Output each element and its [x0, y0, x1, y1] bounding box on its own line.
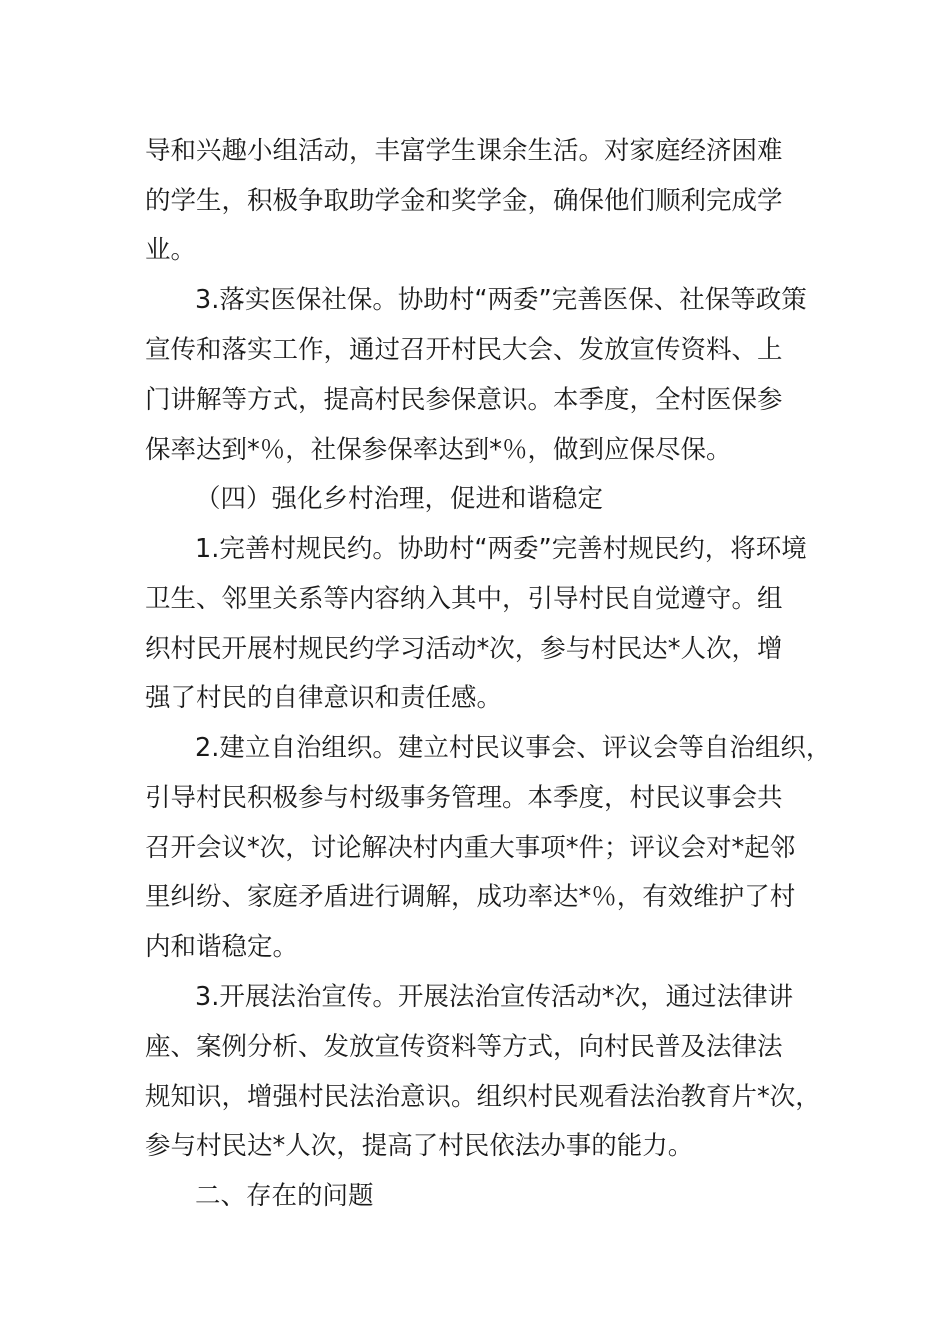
text-line: 导和兴趣小组活动，丰富学生课余生活。对家庭经济困难 [145, 136, 783, 166]
text-line: 座、案例分析、发放宣传资料等方式，向村民普及法律法 [145, 1032, 783, 1062]
text-line: 参与村民达*人次，提高了村民依法办事的能力。 [145, 1131, 694, 1161]
text-line: 保率达到*％，社保参保率达到*％，做到应保尽保。 [145, 435, 732, 465]
text-line: 里纠纷、家庭矛盾进行调解，成功率达*％，有效维护了村 [145, 882, 796, 912]
paragraph-start-line: 3.落实医保社保。协助村“两委”完善医保、社保等政策 [195, 285, 807, 315]
text-line: 的学生，积极争取助学金和奖学金，确保他们顺利完成学 [145, 186, 783, 216]
text-line: 内和谐稳定。 [145, 932, 299, 962]
text-line: 织村民开展村规民约学习活动*次，参与村民达*人次，增 [145, 634, 783, 664]
text-line: 门讲解等方式，提高村民参保意识。本季度，全村医保参 [145, 385, 783, 415]
paragraph-start-line: 1.完善村规民约。协助村“两委”完善村规民约，将环境 [195, 534, 807, 564]
section-heading: 二、存在的问题 [195, 1181, 374, 1211]
paragraph-start-line: 2.建立自治组织。建立村民议事会、评议会等自治组织， [195, 733, 832, 763]
text-line: 宣传和落实工作，通过召开村民大会、发放宣传资料、上 [145, 335, 783, 365]
text-line: 召开会议*次，讨论解决村内重大事项*件；评议会对*起邻 [145, 833, 796, 863]
text-line: 业。 [145, 235, 197, 265]
text-line: 卫生、邻里关系等内容纳入其中，引导村民自觉遵守。组 [145, 584, 783, 614]
text-line: 规知识，增强村民法治意识。组织村民观看法治教育片*次， [145, 1082, 821, 1112]
text-line: 强了村民的自律意识和责任感。 [145, 683, 503, 713]
section-heading: （四）强化乡村治理，促进和谐稳定 [195, 484, 604, 514]
paragraph-start-line: 3.开展法治宣传。开展法治宣传活动*次，通过法律讲 [195, 982, 794, 1012]
text-line: 引导村民积极参与村级事务管理。本季度，村民议事会共 [145, 783, 783, 813]
